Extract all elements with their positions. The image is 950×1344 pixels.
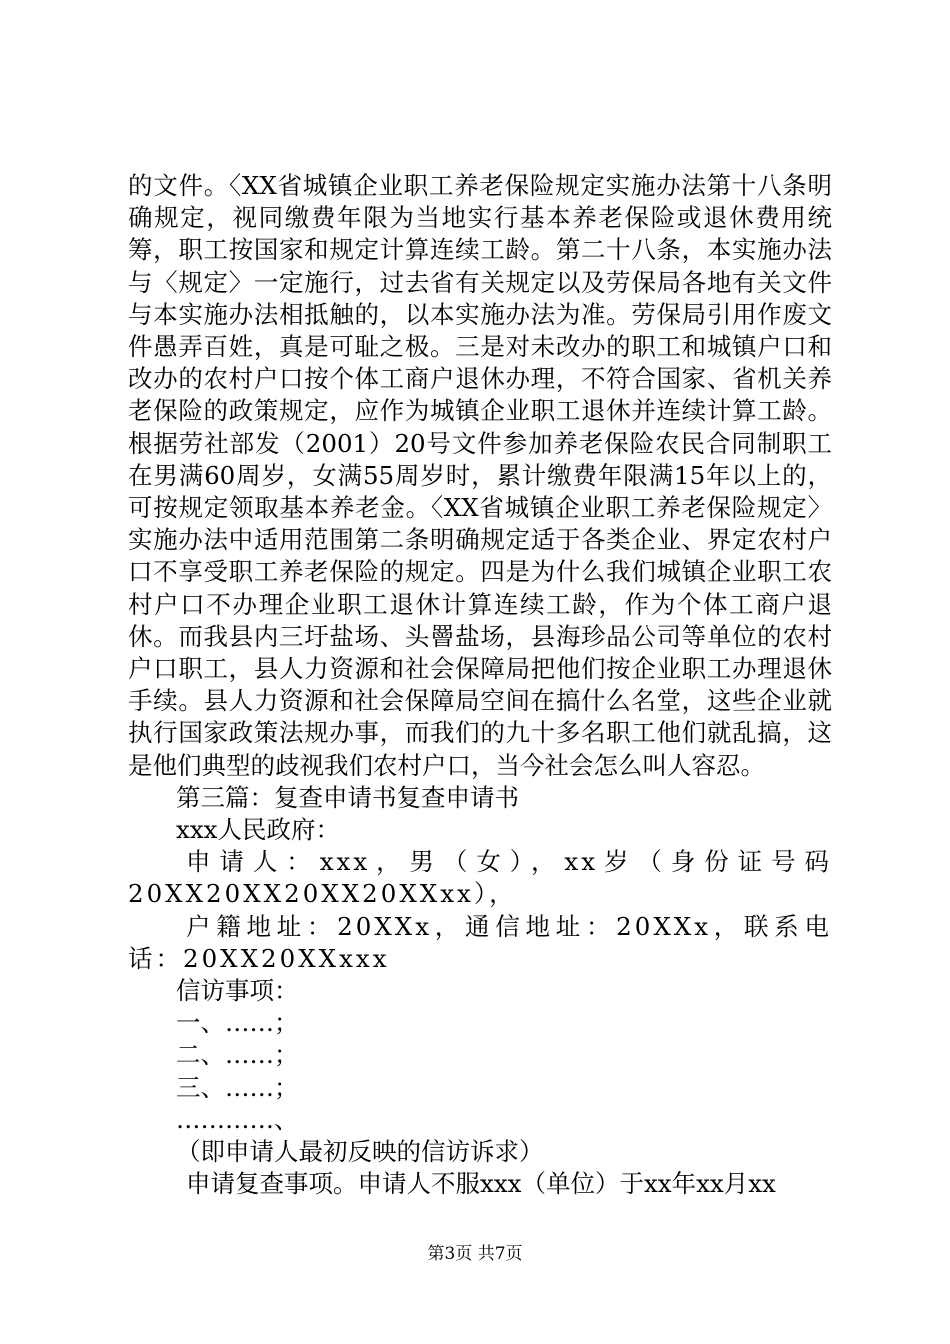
applicant-info: 申请人：xxx，男（女），xx岁（身份证号码20XX20XX20XX20XXxx）， [128,847,832,909]
petition-item-more: …………、 [176,1104,299,1134]
petition-note: （即申请人最初反映的信访诉求） [176,1137,544,1167]
page-footer: 第3页 共7页 [427,1244,523,1264]
petition-label: 信访事项： [176,976,299,1006]
addressee: xxx人民政府： [176,815,340,845]
review-request: 申请复查事项。申请人不服xxx（单位）于xx年xx月xx [186,1169,776,1199]
petition-item-3: 三、……； [176,1072,299,1102]
section-heading: 第三篇：复查申请书复查申请书 [176,782,519,812]
petition-item-2: 二、……； [176,1040,299,1070]
petition-item-1: 一、……； [176,1008,299,1038]
document-body [128,170,832,1201]
paragraph-continuation: 的文件。〈XX省城镇企业职工养老保险规定实施办法第十八条明确规定，视同缴费年限为当地实行基本养老保险或退休费用统筹，职工按国家和规定计算连续工龄。第二十八条，本实施办法与〈规定〉一定施行，过去省有关规定以及劳保局各地有关文件与本实施办法相抵触的，以本实施办法为准。劳保局引用作废文件愚弄百姓，真是可耻之极。三是对未改办的职工和城镇户口和改办的农村户口按个体工商户退休办理，不符合国家、省机关养老保险的政策规定，应作为城镇企业职工退休并连续计算工龄。根据劳社部发（2001）20号文件参加养老保险农民合同制职工在男满60周岁，女满55周岁时，累计缴费年限满15年以上的，可按规定领取基本养老金。〈XX省城镇企业职工养老保险规定〉实施办法中适用范围第二条明确规定适于各类企业、界定农村户口不享受职工养老保险的规定。四是为什么我们城镇企业职工农村户口不办理企业职工退休计算连续工龄，作为个体工商户退休。而我县内三圩盐场、头罾盐场，县海珍品公司等单位的农村户口职工，县人力资源和社会保障局把他们按企业职工办理退休手续。县人力资源和社会保障局空间在搞什么名堂，这些企业就执行国家政策法规办事，而我们的九十多名职工他们就乱搞，这是他们典型的歧视我们农村户口，当今社会怎么叫人容忍。 [128,171,832,780]
address-info: 户籍地址：20XXx，通信地址：20XXx，联系电话：20XX20XXxxx [128,911,832,973]
